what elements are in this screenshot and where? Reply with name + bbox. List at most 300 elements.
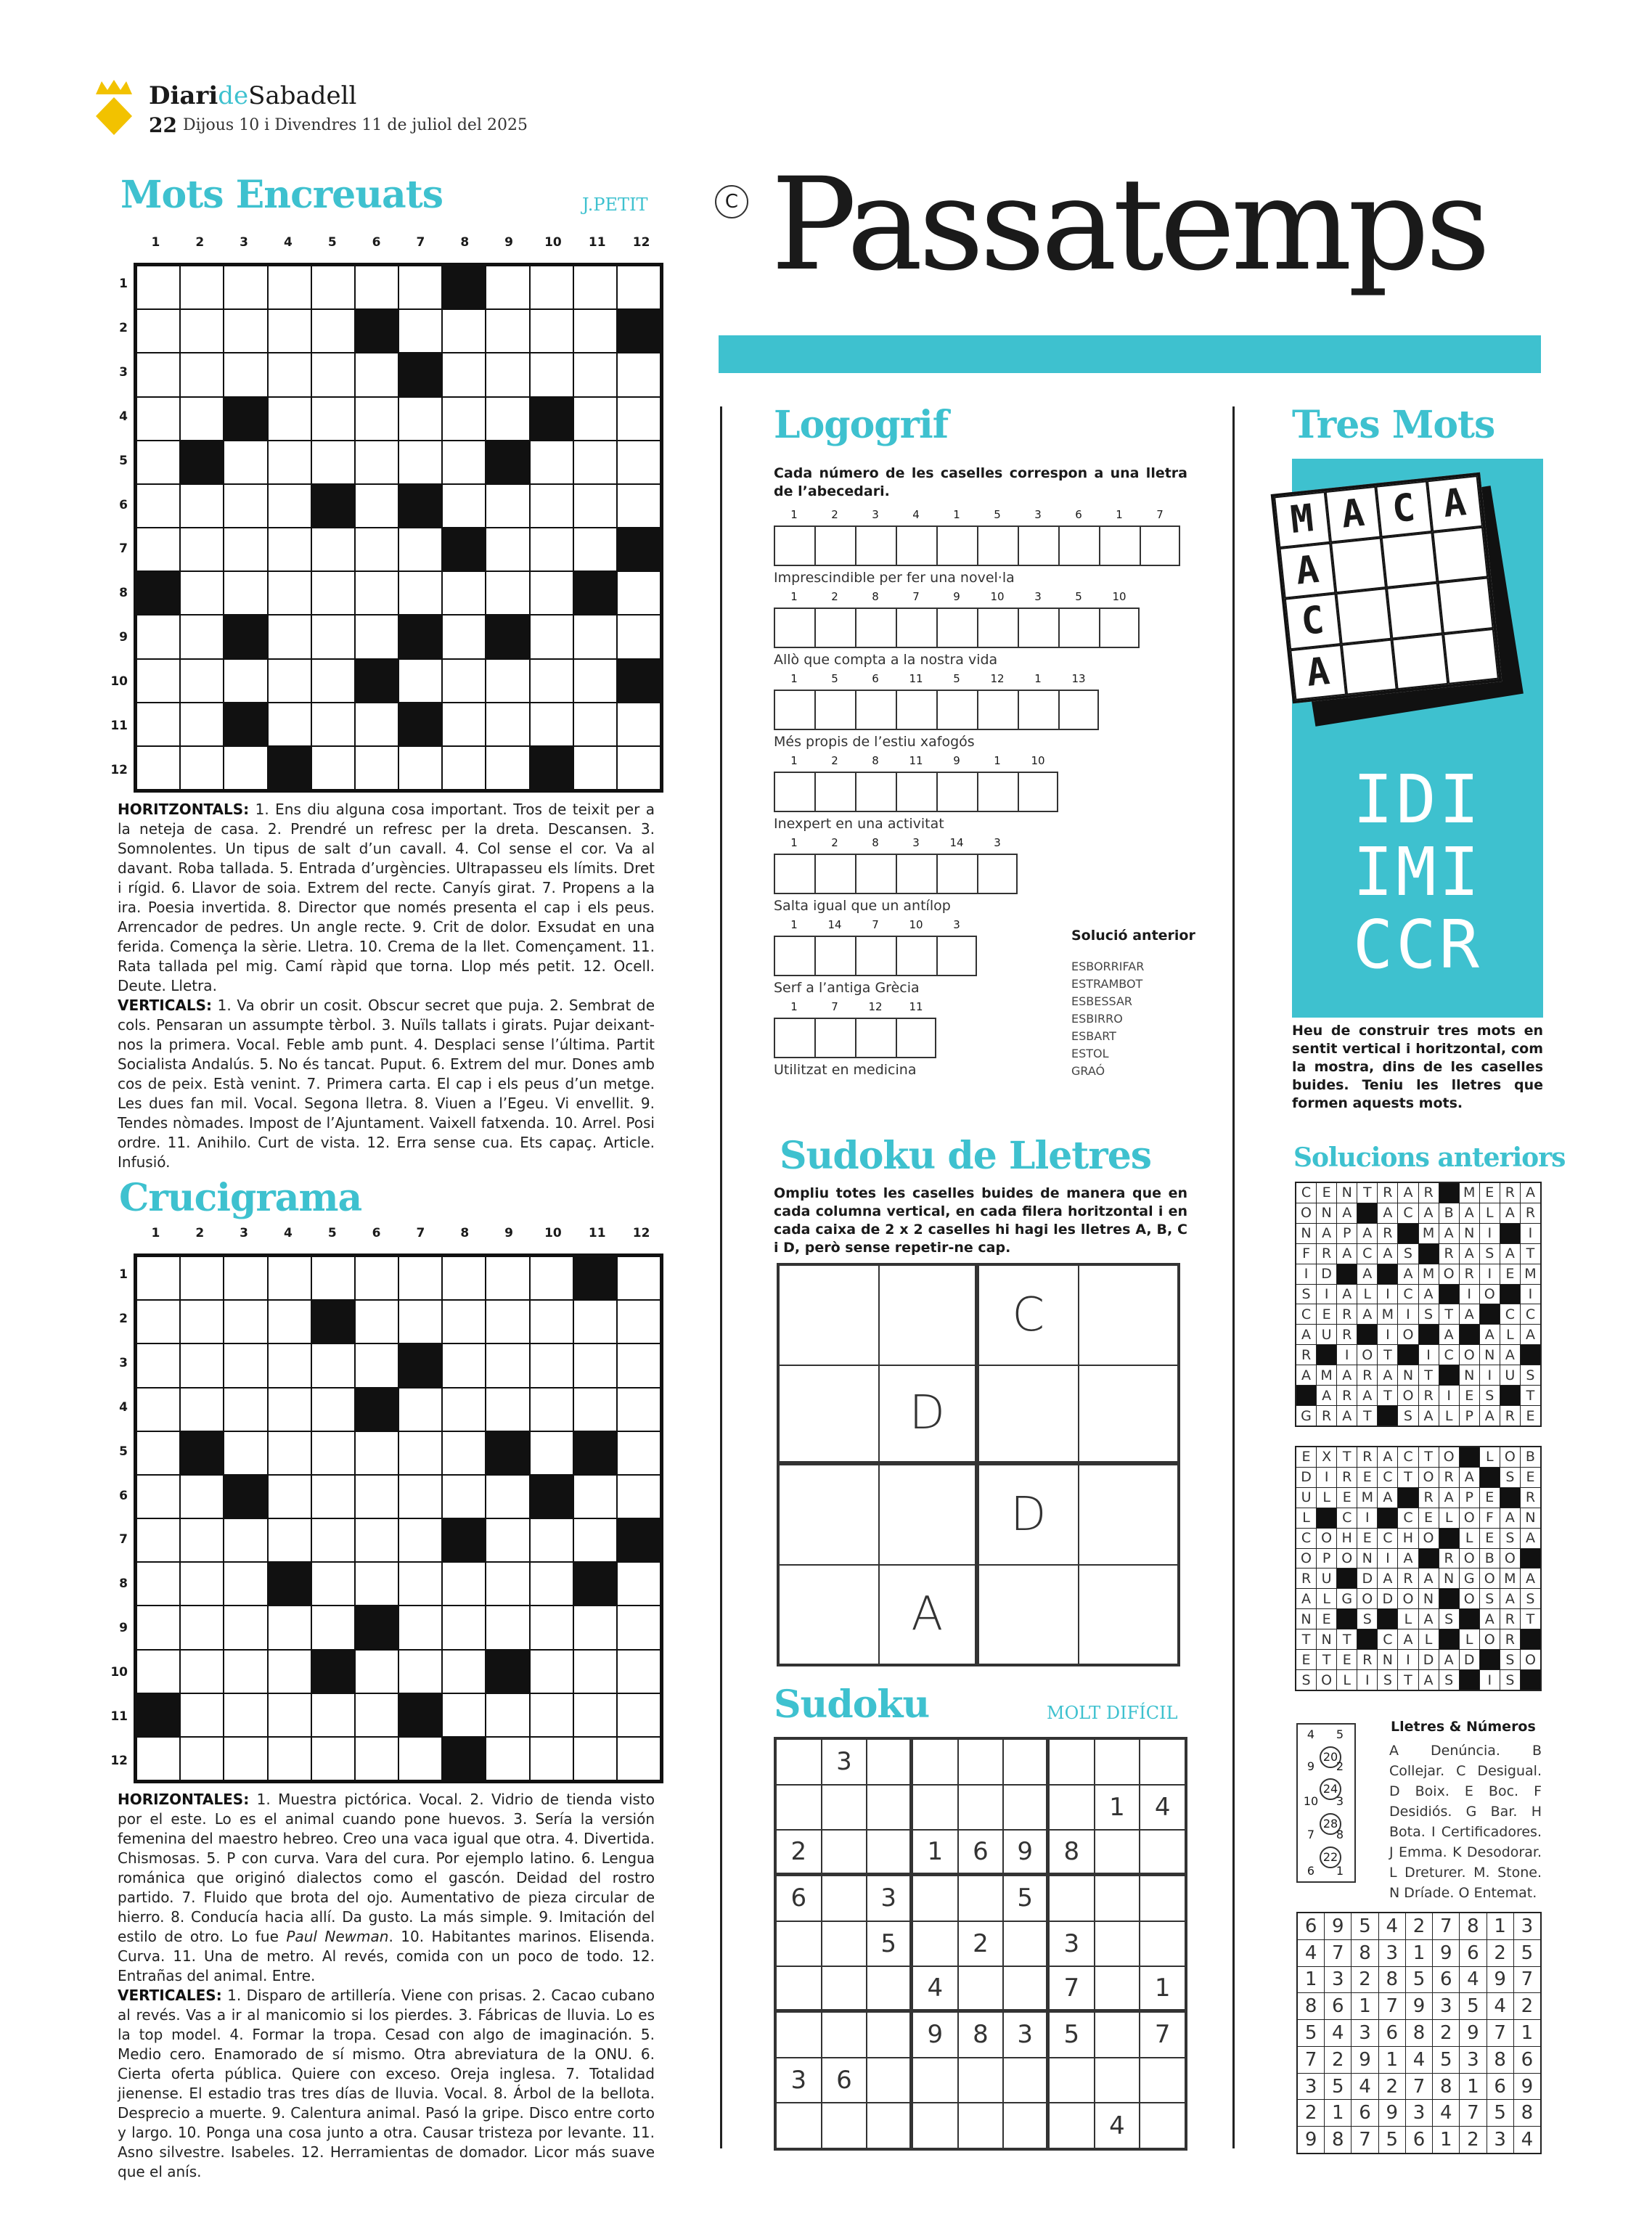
crossword-cell[interactable] xyxy=(531,528,573,570)
crossword-cell[interactable] xyxy=(443,660,485,702)
crossword-cell[interactable] xyxy=(181,747,223,789)
sudoku-cell[interactable] xyxy=(780,1566,878,1664)
crossword-cell[interactable] xyxy=(181,1476,223,1518)
crossword-cell[interactable] xyxy=(312,1432,354,1474)
sudoku-cell[interactable] xyxy=(822,1831,867,1873)
crossword-cell[interactable] xyxy=(181,1738,223,1780)
crossword-cell[interactable] xyxy=(618,485,660,527)
sudoku-cell[interactable] xyxy=(959,1876,1003,1921)
sudoku-cell[interactable] xyxy=(867,1831,909,1873)
sudoku-cell[interactable] xyxy=(822,2103,867,2148)
crossword-cell[interactable] xyxy=(224,1432,266,1474)
crossword-cell[interactable] xyxy=(443,1388,485,1431)
crossword-cell[interactable] xyxy=(399,441,441,483)
crossword-cell[interactable] xyxy=(574,703,616,745)
logogrif-box[interactable] xyxy=(1018,690,1058,730)
crossword-cell[interactable] xyxy=(531,1432,573,1474)
crossword-cell[interactable] xyxy=(312,353,354,396)
sudoku-cell[interactable] xyxy=(1095,1967,1140,2009)
crossword-cell[interactable] xyxy=(443,1651,485,1693)
crossword-cell[interactable] xyxy=(137,1563,179,1605)
crossword-cell[interactable] xyxy=(399,310,441,352)
crossword-cell[interactable] xyxy=(486,703,528,745)
crossword-cell[interactable] xyxy=(181,398,223,440)
crossword-cell[interactable] xyxy=(531,1388,573,1431)
crossword-cell[interactable] xyxy=(137,528,179,570)
crossword-cell[interactable] xyxy=(618,1432,660,1474)
sudoku-cell[interactable] xyxy=(1095,2058,1140,2103)
crossword-cell[interactable] xyxy=(399,1476,441,1518)
crossword-cell[interactable] xyxy=(137,1257,179,1299)
crossword-cell[interactable] xyxy=(181,1694,223,1736)
crossword-cell[interactable] xyxy=(574,660,616,702)
crossword-cell[interactable] xyxy=(356,572,398,614)
crossword-cell[interactable] xyxy=(574,1476,616,1518)
crossword-cell[interactable] xyxy=(443,441,485,483)
crossword-cell[interactable] xyxy=(531,310,573,352)
crossword-cell[interactable] xyxy=(443,353,485,396)
crossword-cell[interactable] xyxy=(224,528,266,570)
crossword-cell[interactable] xyxy=(269,1301,311,1343)
crossword-cell[interactable] xyxy=(443,1257,485,1299)
crossword-cell[interactable] xyxy=(618,441,660,483)
crossword-cell[interactable] xyxy=(181,1257,223,1299)
sudoku-cell[interactable] xyxy=(1004,2058,1046,2103)
crossword-cell[interactable] xyxy=(356,528,398,570)
sudoku-cell[interactable] xyxy=(1079,1266,1178,1365)
logogrif-box[interactable] xyxy=(774,608,814,648)
sudoku-cell[interactable] xyxy=(1079,1366,1178,1462)
sudoku-cell[interactable] xyxy=(979,1566,1078,1664)
logogrif-box[interactable] xyxy=(814,854,855,894)
crossword-cell[interactable] xyxy=(531,353,573,396)
crossword-cell[interactable] xyxy=(312,1738,354,1780)
crossword-cell[interactable] xyxy=(443,398,485,440)
crossword-cell[interactable] xyxy=(312,1606,354,1648)
sudoku-cell[interactable] xyxy=(1095,1922,1140,1966)
crossword-cell[interactable] xyxy=(137,310,179,352)
crossword-cell[interactable] xyxy=(486,1344,528,1386)
sudoku-cell[interactable] xyxy=(913,1922,957,1966)
crossword-cell[interactable] xyxy=(574,615,616,658)
crossword-cell[interactable] xyxy=(399,266,441,308)
crossword-cell[interactable] xyxy=(486,485,528,527)
sudoku-cell[interactable] xyxy=(822,2013,867,2057)
crossword-cell[interactable] xyxy=(224,485,266,527)
sudoku-cell[interactable] xyxy=(1004,1922,1046,1966)
crossword-cell[interactable] xyxy=(137,485,179,527)
crossword-cell[interactable] xyxy=(356,441,398,483)
crossword-cell[interactable] xyxy=(443,1563,485,1605)
crossword-cell[interactable] xyxy=(224,572,266,614)
crossword-cell[interactable] xyxy=(181,1651,223,1693)
logogrif-box[interactable] xyxy=(936,772,977,812)
sudoku-cell[interactable] xyxy=(780,1266,878,1365)
crossword-cell[interactable] xyxy=(312,398,354,440)
crossword-cell[interactable] xyxy=(137,266,179,308)
crossword-cell[interactable] xyxy=(399,1606,441,1648)
sudoku-cell[interactable] xyxy=(822,1967,867,2009)
crossword-cell[interactable] xyxy=(618,747,660,789)
logogrif-box[interactable] xyxy=(855,772,896,812)
crossword-cell[interactable] xyxy=(618,398,660,440)
sudoku-cell[interactable] xyxy=(979,1366,1078,1462)
crossword-cell[interactable] xyxy=(486,747,528,789)
crossword-cell[interactable] xyxy=(224,1519,266,1561)
logogrif-box[interactable] xyxy=(936,608,977,648)
crossword-cell[interactable] xyxy=(486,1694,528,1736)
sudoku-cell[interactable] xyxy=(880,1266,976,1365)
sudoku-cell[interactable] xyxy=(1140,1876,1185,1921)
crossword-cell[interactable] xyxy=(356,1651,398,1693)
crossword-cell[interactable] xyxy=(399,572,441,614)
logogrif-answer-row[interactable] xyxy=(774,608,1140,648)
sudoku-cell[interactable] xyxy=(1140,2058,1185,2103)
crossword-cell[interactable] xyxy=(356,1694,398,1736)
crossword-cell[interactable] xyxy=(618,1301,660,1343)
sudoku-cell[interactable] xyxy=(1140,1831,1185,1873)
crossword-cell[interactable] xyxy=(312,528,354,570)
sudoku-cell[interactable] xyxy=(867,1740,909,1784)
sudoku-cell[interactable] xyxy=(1140,2103,1185,2148)
sudoku-cell[interactable] xyxy=(913,2058,957,2103)
crossword-cell[interactable] xyxy=(574,353,616,396)
crossword-cell[interactable] xyxy=(574,1388,616,1431)
logogrif-box[interactable] xyxy=(774,854,814,894)
sudoku-cell[interactable] xyxy=(867,1967,909,2009)
crossword-cell[interactable] xyxy=(574,310,616,352)
logogrif-box[interactable] xyxy=(814,1018,855,1058)
crossword-cell[interactable] xyxy=(574,747,616,789)
logogrif-box[interactable] xyxy=(855,525,896,566)
crossword-cell[interactable] xyxy=(181,1301,223,1343)
crossword-cell[interactable] xyxy=(399,398,441,440)
crossword-cell[interactable] xyxy=(137,1606,179,1648)
cruci-grid[interactable] xyxy=(134,1253,663,1783)
crossword-cell[interactable] xyxy=(224,1738,266,1780)
crossword-cell[interactable] xyxy=(137,1738,179,1780)
sudoku-cell[interactable] xyxy=(777,2013,821,2057)
crossword-cell[interactable] xyxy=(618,1606,660,1648)
crossword-cell[interactable] xyxy=(137,1651,179,1693)
crossword-cell[interactable] xyxy=(137,703,179,745)
crossword-cell[interactable] xyxy=(531,485,573,527)
crossword-cell[interactable] xyxy=(399,1519,441,1561)
crossword-cell[interactable] xyxy=(269,266,311,308)
crossword-cell[interactable] xyxy=(531,1344,573,1386)
sudoku-cell[interactable] xyxy=(867,2103,909,2148)
crossword-cell[interactable] xyxy=(269,1344,311,1386)
crossword-cell[interactable] xyxy=(137,615,179,658)
crossword-cell[interactable] xyxy=(269,1694,311,1736)
crossword-cell[interactable] xyxy=(618,1476,660,1518)
logogrif-box[interactable] xyxy=(855,936,896,976)
crossword-cell[interactable] xyxy=(224,1344,266,1386)
sudoku-cell[interactable] xyxy=(959,1786,1003,1830)
crossword-cell[interactable] xyxy=(486,353,528,396)
crossword-cell[interactable] xyxy=(269,441,311,483)
crossword-cell[interactable] xyxy=(269,485,311,527)
crossword-cell[interactable] xyxy=(224,747,266,789)
crossword-cell[interactable] xyxy=(618,266,660,308)
crossword-cell[interactable] xyxy=(269,1519,311,1561)
logogrif-answer-row[interactable] xyxy=(774,936,977,976)
sudoku-cell[interactable] xyxy=(1095,1740,1140,1784)
crossword-cell[interactable] xyxy=(486,1606,528,1648)
crossword-cell[interactable] xyxy=(181,660,223,702)
sudoku-cell[interactable] xyxy=(913,1876,957,1921)
crossword-cell[interactable] xyxy=(269,1651,311,1693)
crossword-cell[interactable] xyxy=(443,703,485,745)
logogrif-answer-row[interactable] xyxy=(774,525,1180,566)
crossword-cell[interactable] xyxy=(137,353,179,396)
logogrif-box[interactable] xyxy=(977,772,1018,812)
logogrif-answer-row[interactable] xyxy=(774,1018,936,1058)
sudoku-cell[interactable] xyxy=(777,2103,821,2148)
crossword-cell[interactable] xyxy=(181,572,223,614)
logogrif-box[interactable] xyxy=(896,690,936,730)
sudoku-cell[interactable] xyxy=(1095,1831,1140,1873)
crossword-cell[interactable] xyxy=(531,615,573,658)
crossword-cell[interactable] xyxy=(531,1651,573,1693)
crossword-cell[interactable] xyxy=(312,615,354,658)
crossword-cell[interactable] xyxy=(531,1301,573,1343)
sudoku-cell[interactable] xyxy=(959,1740,1003,1784)
crossword-cell[interactable] xyxy=(224,310,266,352)
sudoku-cell[interactable] xyxy=(1079,1465,1178,1564)
crossword-cell[interactable] xyxy=(574,398,616,440)
crossword-cell[interactable] xyxy=(531,703,573,745)
sudoku-cell[interactable] xyxy=(1004,1967,1046,2009)
crossword-cell[interactable] xyxy=(269,353,311,396)
crossword-cell[interactable] xyxy=(356,1476,398,1518)
crossword-cell[interactable] xyxy=(531,1519,573,1561)
crossword-cell[interactable] xyxy=(269,528,311,570)
sudoku-cell[interactable] xyxy=(1004,1786,1046,1830)
crossword-cell[interactable] xyxy=(531,1257,573,1299)
crossword-cell[interactable] xyxy=(574,528,616,570)
sudoku-cell[interactable] xyxy=(867,1786,909,1830)
logogrif-box[interactable] xyxy=(814,772,855,812)
logogrif-box[interactable] xyxy=(977,608,1018,648)
crossword-cell[interactable] xyxy=(574,1694,616,1736)
crossword-cell[interactable] xyxy=(137,1476,179,1518)
crossword-cell[interactable] xyxy=(399,1388,441,1431)
sudoku-grid[interactable] xyxy=(774,1737,1187,2151)
logogrif-box[interactable] xyxy=(814,608,855,648)
crossword-cell[interactable] xyxy=(224,1606,266,1648)
crossword-cell[interactable] xyxy=(618,1738,660,1780)
crossword-cell[interactable] xyxy=(137,1301,179,1343)
crossword-cell[interactable] xyxy=(356,266,398,308)
crossword-cell[interactable] xyxy=(399,747,441,789)
sudoku-cell[interactable] xyxy=(780,1366,878,1462)
crossword-cell[interactable] xyxy=(443,485,485,527)
crossword-cell[interactable] xyxy=(181,485,223,527)
crossword-cell[interactable] xyxy=(531,572,573,614)
crossword-cell[interactable] xyxy=(486,266,528,308)
crossword-cell[interactable] xyxy=(269,703,311,745)
logogrif-box[interactable] xyxy=(977,525,1018,566)
sudoku-cell[interactable] xyxy=(777,1922,821,1966)
sudoku-cell[interactable] xyxy=(913,2103,957,2148)
logogrif-box[interactable] xyxy=(1018,608,1058,648)
crossword-cell[interactable] xyxy=(312,1344,354,1386)
crossword-cell[interactable] xyxy=(137,398,179,440)
sudokul-grid[interactable] xyxy=(777,1263,1180,1666)
logogrif-box[interactable] xyxy=(896,1018,936,1058)
crossword-cell[interactable] xyxy=(574,485,616,527)
logogrif-box[interactable] xyxy=(896,936,936,976)
crossword-cell[interactable] xyxy=(312,441,354,483)
crossword-cell[interactable] xyxy=(618,1388,660,1431)
crossword-cell[interactable] xyxy=(356,703,398,745)
crossword-cell[interactable] xyxy=(443,1606,485,1648)
crossword-cell[interactable] xyxy=(137,1432,179,1474)
mots-grid[interactable] xyxy=(134,263,663,793)
crossword-cell[interactable] xyxy=(531,266,573,308)
logogrif-answer-row[interactable] xyxy=(774,854,1018,894)
crossword-cell[interactable] xyxy=(399,1257,441,1299)
logogrif-box[interactable] xyxy=(936,936,977,976)
crossword-cell[interactable] xyxy=(312,747,354,789)
sudoku-cell[interactable] xyxy=(1050,2103,1094,2148)
sudoku-cell[interactable] xyxy=(867,2058,909,2103)
crossword-cell[interactable] xyxy=(399,1432,441,1474)
crossword-cell[interactable] xyxy=(356,1257,398,1299)
crossword-cell[interactable] xyxy=(618,703,660,745)
sudoku-cell[interactable] xyxy=(913,1786,957,1830)
sudoku-cell[interactable] xyxy=(780,1465,878,1564)
crossword-cell[interactable] xyxy=(137,1344,179,1386)
crossword-cell[interactable] xyxy=(574,1606,616,1648)
sudoku-cell[interactable] xyxy=(1140,1740,1185,1784)
sudoku-cell[interactable] xyxy=(1004,2103,1046,2148)
crossword-cell[interactable] xyxy=(618,572,660,614)
crossword-cell[interactable] xyxy=(224,1563,266,1605)
crossword-cell[interactable] xyxy=(312,1519,354,1561)
logogrif-box[interactable] xyxy=(896,608,936,648)
crossword-cell[interactable] xyxy=(486,1519,528,1561)
sudoku-cell[interactable] xyxy=(913,1740,957,1784)
logogrif-box[interactable] xyxy=(774,690,814,730)
crossword-cell[interactable] xyxy=(443,1694,485,1736)
crossword-cell[interactable] xyxy=(312,1694,354,1736)
logogrif-box[interactable] xyxy=(855,854,896,894)
crossword-cell[interactable] xyxy=(486,1257,528,1299)
sudoku-cell[interactable] xyxy=(1095,1876,1140,1921)
crossword-cell[interactable] xyxy=(574,1519,616,1561)
crossword-cell[interactable] xyxy=(356,615,398,658)
logogrif-box[interactable] xyxy=(814,936,855,976)
crossword-cell[interactable] xyxy=(269,310,311,352)
crossword-cell[interactable] xyxy=(181,703,223,745)
logogrif-box[interactable] xyxy=(774,772,814,812)
crossword-cell[interactable] xyxy=(181,1388,223,1431)
crossword-cell[interactable] xyxy=(181,353,223,396)
logogrif-box[interactable] xyxy=(774,936,814,976)
crossword-cell[interactable] xyxy=(531,1738,573,1780)
crossword-cell[interactable] xyxy=(618,1563,660,1605)
crossword-cell[interactable] xyxy=(443,1432,485,1474)
crossword-cell[interactable] xyxy=(486,310,528,352)
logogrif-box[interactable] xyxy=(896,525,936,566)
crossword-cell[interactable] xyxy=(356,1738,398,1780)
crossword-cell[interactable] xyxy=(486,1563,528,1605)
logogrif-box[interactable] xyxy=(855,608,896,648)
logogrif-box[interactable] xyxy=(977,690,1018,730)
crossword-cell[interactable] xyxy=(137,660,179,702)
sudoku-cell[interactable] xyxy=(959,2103,1003,2148)
sudoku-cell[interactable] xyxy=(1050,1740,1094,1784)
crossword-cell[interactable] xyxy=(224,1257,266,1299)
logogrif-box[interactable] xyxy=(1058,608,1099,648)
sudoku-cell[interactable] xyxy=(959,1967,1003,2009)
sudoku-cell[interactable] xyxy=(1050,1786,1094,1830)
crossword-cell[interactable] xyxy=(574,1344,616,1386)
logogrif-box[interactable] xyxy=(814,690,855,730)
logogrif-box[interactable] xyxy=(936,525,977,566)
crossword-cell[interactable] xyxy=(224,1388,266,1431)
crossword-cell[interactable] xyxy=(356,1344,398,1386)
crossword-cell[interactable] xyxy=(531,1563,573,1605)
crossword-cell[interactable] xyxy=(312,1563,354,1605)
crossword-cell[interactable] xyxy=(224,353,266,396)
crossword-cell[interactable] xyxy=(399,528,441,570)
crossword-cell[interactable] xyxy=(224,266,266,308)
crossword-cell[interactable] xyxy=(443,1476,485,1518)
logogrif-box[interactable] xyxy=(1058,525,1099,566)
crossword-cell[interactable] xyxy=(356,485,398,527)
crossword-cell[interactable] xyxy=(312,1257,354,1299)
crossword-cell[interactable] xyxy=(137,747,179,789)
crossword-cell[interactable] xyxy=(574,441,616,483)
logogrif-box[interactable] xyxy=(1099,608,1140,648)
crossword-cell[interactable] xyxy=(618,1694,660,1736)
crossword-cell[interactable] xyxy=(356,747,398,789)
crossword-cell[interactable] xyxy=(486,660,528,702)
crossword-cell[interactable] xyxy=(356,1432,398,1474)
crossword-cell[interactable] xyxy=(574,1738,616,1780)
crossword-cell[interactable] xyxy=(356,1519,398,1561)
crossword-cell[interactable] xyxy=(181,615,223,658)
crossword-cell[interactable] xyxy=(181,528,223,570)
logogrif-box[interactable] xyxy=(774,1018,814,1058)
crossword-cell[interactable] xyxy=(312,266,354,308)
crossword-cell[interactable] xyxy=(443,310,485,352)
sudoku-cell[interactable] xyxy=(1004,1740,1046,1784)
crossword-cell[interactable] xyxy=(574,1651,616,1693)
crossword-cell[interactable] xyxy=(399,1738,441,1780)
crossword-cell[interactable] xyxy=(312,1388,354,1431)
crossword-cell[interactable] xyxy=(224,441,266,483)
crossword-cell[interactable] xyxy=(312,660,354,702)
logogrif-box[interactable] xyxy=(936,854,977,894)
logogrif-box[interactable] xyxy=(1018,772,1058,812)
sudoku-cell[interactable] xyxy=(867,2013,909,2057)
sudoku-cell[interactable] xyxy=(822,1922,867,1966)
crossword-cell[interactable] xyxy=(312,310,354,352)
crossword-cell[interactable] xyxy=(181,266,223,308)
sudoku-cell[interactable] xyxy=(822,1786,867,1830)
crossword-cell[interactable] xyxy=(181,310,223,352)
crossword-cell[interactable] xyxy=(269,1738,311,1780)
sudoku-cell[interactable] xyxy=(777,1786,821,1830)
logogrif-box[interactable] xyxy=(1018,525,1058,566)
sudoku-cell[interactable] xyxy=(822,1876,867,1921)
sudoku-cell[interactable] xyxy=(777,1967,821,2009)
crossword-cell[interactable] xyxy=(486,398,528,440)
